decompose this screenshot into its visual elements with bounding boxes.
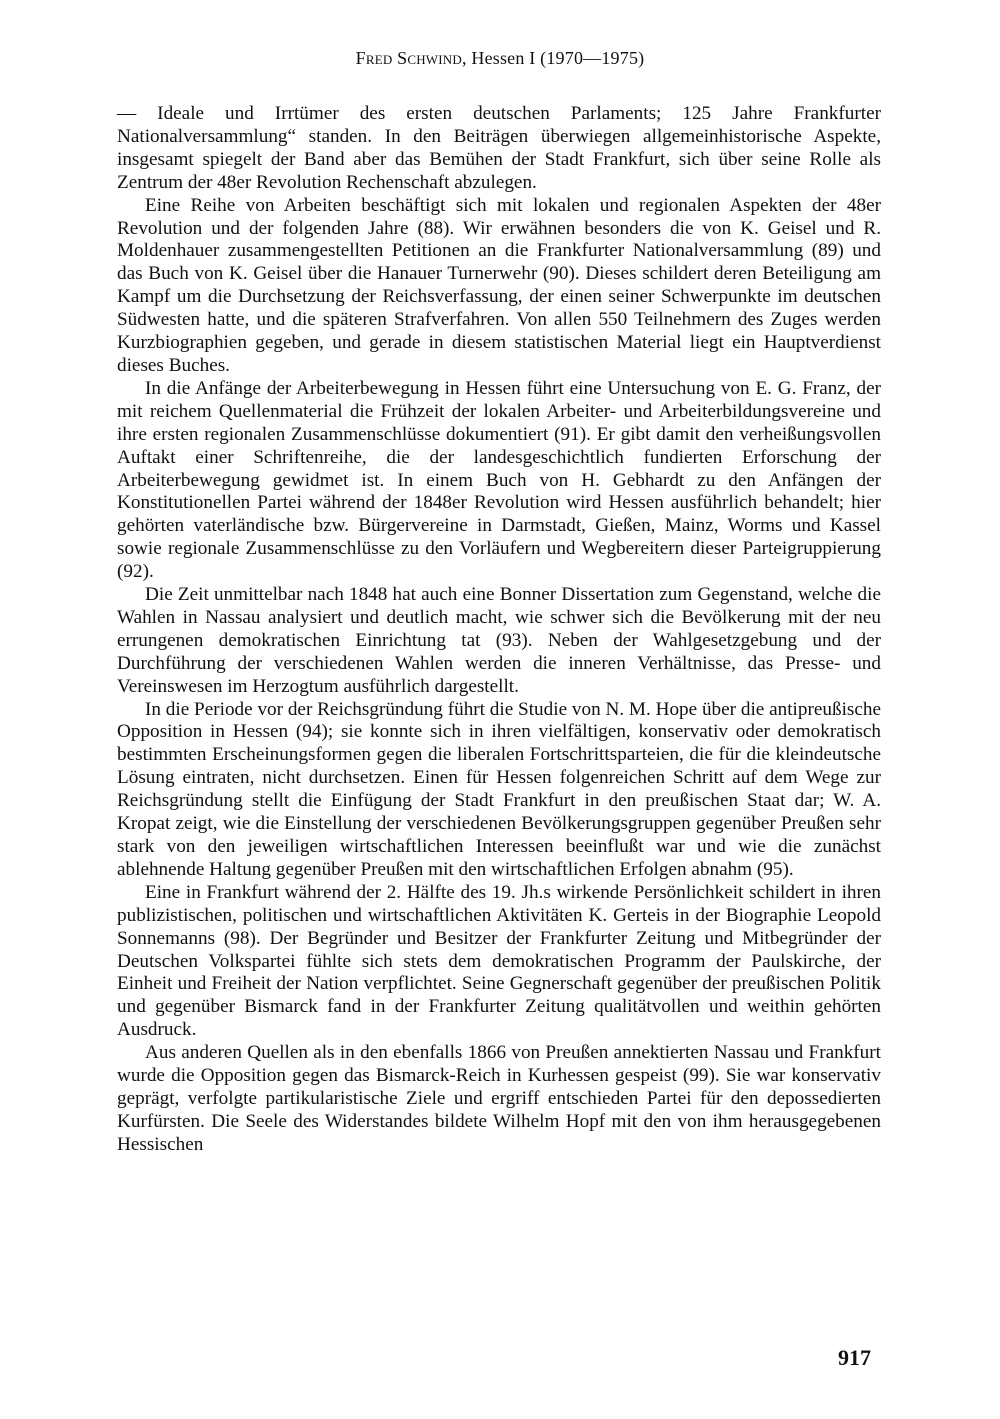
paragraph: In die Anfänge der Arbeiterbewegung in Hessen führt eine Untersuchung von E. G. Franz, der mit reichem Quellenmaterial die Frühzeit der lokalen Arbeiter- und Arbeiterbildungsvereine und ihre ersten regionalen Zusammenschlüsse dokumentiert (91). Er gibt damit den verheißungsvollen Auftakt einer Schriftenreihe, die der landesgeschichtlich fundierten Erforschung der Arbeiterbewegung gewidmet ist. In einem Buch von H. Gebhardt zu den Anfängen der Konstitutionellen Partei während der 1848er Revolution wird Hessen ausführlich behandelt; hier gehörten vaterländische bzw. Bürgervereine in Darmstadt, Gießen, Mainz, Worms und Kassel sowie regionale Zusammenschlüsse zu den Vorläufern und Wegbereitern dieser Parteigruppierung (92). <box>117 377 881 583</box>
running-head-title: , Hessen I (1970—1975) <box>461 48 645 68</box>
paragraph: — Ideale und Irrtümer des ersten deutschen Parlaments; 125 Jahre Frankfurter Nationalversammlung“ standen. In den Beiträgen überwiegen allgemeinhistorische Aspekte, insgesamt spiegelt der Band aber das Bemühen der Stadt Frankfurt, sich über seine Rolle als Zentrum der 48er Revolution Rechenschaft abzulegen. <box>117 103 881 193</box>
paragraph: Die Zeit unmittelbar nach 1848 hat auch eine Bonner Dissertation zum Gegenstand, welche die Wahlen in Nassau analysiert und deutlich macht, wie schwer sich die Bevölkerung mit der neu errungenen demokratischen Einrichtung tat (93). Neben der Wahlgesetzgebung und der Durchführung der verschiedenen Wahlen werden die inneren Verhältnisse, das Presse- und Vereinswesen im Herzogtum ausführlich dargestellt. <box>117 584 881 697</box>
paragraph: Aus anderen Quellen als in den ebenfalls 1866 von Preußen annektierten Nassau und Frankfurt wurde die Opposition gegen das Bismarck-Reich in Kurhessen gespeist (99). Sie war konservativ geprägt, verfolgte partikularistische Ziele und ergriff entschieden Partei für den depossedierten Kurfürsten. Die Seele des Widerstandes bildete Wilhelm Hopf mit den von ihm herausgegebenen Hessischen <box>117 1042 881 1155</box>
running-head <box>0 48 1000 69</box>
paragraph: In die Periode vor der Reichsgründung führt die Studie von N. M. Hope über die antipreußische Opposition in Hessen (94); sie konnte sich in ihren vielfältigen, konservativ oder demokratisch bestimmten Erscheinungsformen gegen die liberalen Fortschrittsparteien, die für die kleindeutsche Lösung eintraten, nicht durchsetzen. Einen für Hessen folgenreichen Schritt auf dem Wege zur Reichsgründung stellt die Einfügung der Stadt Frankfurt in den preußischen Staat dar; W. A. Kropat zeigt, wie die Einstellung der verschiedenen Bevölkerungsgruppen gegenüber Preußen sehr stark von den jeweiligen wirtschaftlichen Interessen beeinflußt war und wie die zunächst ablehnende Haltung gegenüber Preußen mit den wirtschaftlichen Erfolgen abnahm (95). <box>117 698 881 880</box>
page-number: 917 <box>838 1345 871 1370</box>
paragraph: Eine Reihe von Arbeiten beschäftigt sich mit lokalen und regionalen Aspekten der 48er Revolution und der folgenden Jahre (88). Wir erwähnen besonders die von K. Geisel und R. Moldenhauer zusammengestellten Petitionen an die Frankfurter Nationalversammlung (89) und das Buch von K. Geisel über die Hanauer Turnerwehr (90). Dieses schildert deren Beteiligung am Kampf um die Durchsetzung der Reichsverfassung, der einen seiner Schwerpunkte im deutschen Südwesten hatte, und die späteren Strafverfahren. Von allen 550 Teilnehmern des Zuges werden Kurzbiographien gegeben, und gerade in diesem statistischen Material liegt ein Hauptverdienst dieses Buches. <box>117 194 881 376</box>
paragraph: Eine in Frankfurt während der 2. Hälfte des 19. Jh.s wirkende Persönlichkeit schildert in ihren publizistischen, politischen und wirtschaftlichen Aktivitäten K. Gerteis in der Biographie Leopold Sonnemanns (98). Der Begründer und Besitzer der Frankfurter Zeitung und Mitbegründer der Deutschen Volkspartei fühlte sich stets dem demokratischen Programm der Paulskirche, der Einheit und Freiheit der Nation verpflichtet. Seine Gegnerschaft gegenüber der preußischen Politik und gegenüber Bismarck fand in der Frankfurter Zeitung qualitätvollen und weithin gehörten Ausdruck. <box>117 881 881 1041</box>
body-text <box>117 103 881 1157</box>
running-head-author: Fred Schwind <box>355 48 462 68</box>
